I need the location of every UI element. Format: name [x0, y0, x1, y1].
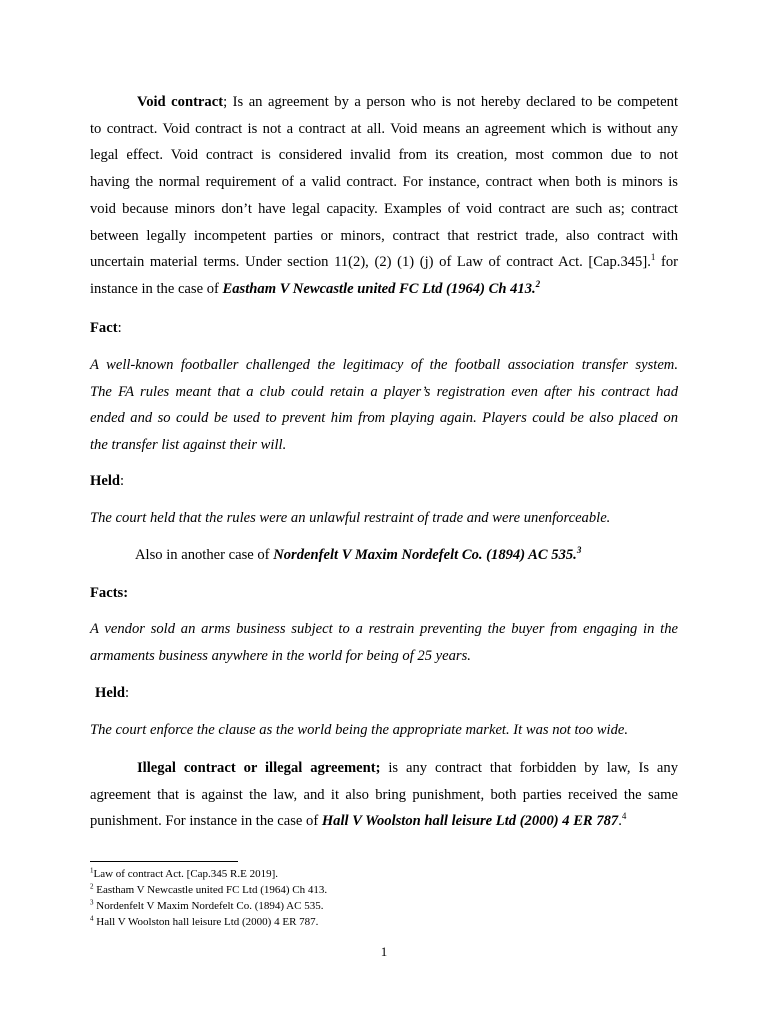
- text-run: :: [117, 320, 122, 336]
- footnote: [90, 884, 327, 897]
- case-citation: Eastham V Newcastle united FC Ltd (1964) Ch 413.: [222, 280, 536, 297]
- void-contract-paragraph: [90, 89, 678, 303]
- footnote: [90, 900, 323, 913]
- heading-text: Fact: [90, 320, 118, 336]
- text-line: armaments business anywhere in the world for being of 25 years.: [90, 647, 471, 664]
- footnote-ref: 3: [576, 545, 582, 556]
- footnote-number: 3: [90, 898, 94, 907]
- case-intro: [90, 545, 678, 565]
- text-line: void because minors don’t have legal capacity. Examples of void contract are such as; contract: [90, 200, 678, 217]
- case-citation: Nordenfelt V Maxim Nordefelt Co. (1894) AC 535.: [273, 547, 577, 563]
- held-body: The court enforce the clause as the world being the appropriate market. It was not too wide.: [90, 722, 629, 738]
- illegal-contract-paragraph: [90, 755, 678, 835]
- footnote-number: 4: [90, 914, 94, 923]
- text-run: :: [125, 685, 130, 701]
- text-line: to contract. Void contract is not a contract at all. Void means an agreement which is without any: [90, 120, 678, 137]
- text-line: the transfer list against their will.: [90, 437, 287, 454]
- footnote-ref: 2: [535, 279, 541, 290]
- text-line: [90, 249, 678, 276]
- held-heading: [95, 683, 683, 703]
- text-line: [90, 89, 678, 116]
- footnote-text: Nordenfelt V Maxim Nordefelt Co. (1894) AC 535.: [93, 900, 324, 912]
- footnote-ref: 4: [621, 811, 627, 822]
- text-line: ended and so could be used to prevent him from playing again. Players could be also placed on: [90, 410, 678, 427]
- case-citation: Hall V Woolston hall leisure Ltd (2000) 4 ER 787: [321, 813, 619, 830]
- text-run: Also in another case of: [135, 547, 274, 563]
- text-line: [90, 755, 678, 782]
- footnote-number: 2: [90, 882, 94, 891]
- text-line: between legally incompetent parties or minors, contract that restrict trade, also contract with: [90, 227, 678, 244]
- facts-body: [90, 616, 678, 669]
- text-line: A well-known footballer challenged the legitimacy of the football association transfer system.: [90, 357, 678, 373]
- illegal-contract-term: Illegal contract or illegal agreement;: [137, 760, 381, 776]
- text-run: uncertain material terms. Under section 11(2), (2) (1) (j) of Law of contract Act. [Cap.345].: [90, 254, 651, 271]
- void-contract-term: Void contract: [137, 94, 224, 110]
- text-run: ; Is an agreement by a person who is not hereby declared to be competent: [223, 94, 678, 110]
- text-run: for: [655, 254, 678, 271]
- text-run: instance in the case of: [90, 280, 223, 297]
- text-line: A vendor sold an arms business subject to a restrain preventing the buyer from engaging in the: [90, 621, 678, 637]
- footnote: [90, 916, 318, 929]
- heading-text: Held: [95, 685, 125, 701]
- footnote-text: Law of contract Act. [Cap.345 R.E 2019].: [93, 868, 279, 880]
- footnote-text: Eastham V Newcastle united FC Ltd (1964) Ch 413.: [93, 884, 328, 896]
- text-line: [90, 808, 678, 835]
- fact-body: [90, 352, 678, 459]
- text-run: punishment. For instance in the case of: [90, 813, 322, 830]
- text-line: The FA rules meant that a club could retain a player’s registration even after his contract had: [90, 383, 678, 400]
- footnote-ref: 1: [650, 252, 656, 263]
- held-body: The court held that the rules were an unlawful restraint of trade and were unenforceable.: [90, 510, 611, 526]
- text-line: legal effect. Void contract is considered invalid from its creation, most common due to not: [90, 147, 678, 164]
- footnote-separator: [90, 861, 238, 862]
- text-run: is any contract that forbidden by law, Is any: [380, 760, 678, 776]
- held-heading: [90, 471, 678, 491]
- fact-heading: [90, 318, 678, 338]
- text-run: .: [618, 813, 622, 830]
- heading-text: Held: [90, 473, 120, 489]
- facts-heading: Facts:: [90, 585, 129, 601]
- page-number: 1: [380, 944, 388, 959]
- footnote-number: 1: [90, 866, 94, 875]
- footnote: [90, 868, 278, 881]
- footnote-text: Hall V Woolston hall leisure Ltd (2000) 4 ER 787.: [93, 916, 319, 928]
- text-line: [90, 276, 678, 303]
- text-line: agreement that is against the law, and it also bring punishment, both parties received the same: [90, 786, 678, 803]
- text-run: :: [120, 473, 125, 489]
- text-line: having the normal requirement of a valid contract. For instance, contract when both is minors is: [90, 174, 678, 191]
